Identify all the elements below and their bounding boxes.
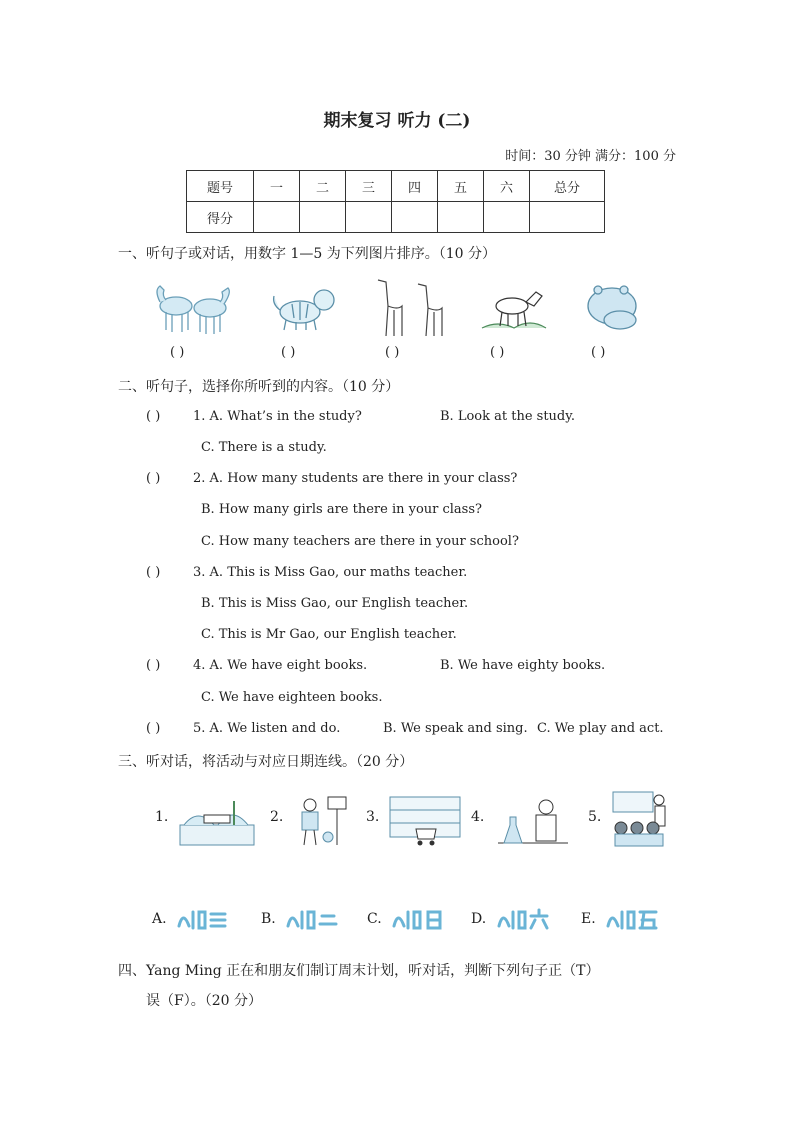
question-5-option-c: C. We play and act.: [537, 721, 664, 736]
question-2-option-c: C. How many teachers are there in your school?: [201, 534, 519, 549]
question-1-option-a: 1. A. What’s in the study?: [193, 409, 362, 424]
option-letter: C.: [367, 911, 382, 927]
weekday-option-e[interactable]: [581, 906, 662, 932]
option-letter: A.: [152, 911, 167, 927]
weekday-option-a[interactable]: [152, 906, 233, 932]
question-5-option-a: 5. A. We listen and do.: [193, 721, 341, 736]
question-2-option-a: 2. A. How many students are there in your class?: [193, 471, 518, 486]
tiger-picture: [270, 284, 340, 334]
giraffes-picture: [372, 276, 448, 338]
section-3-heading: 三、听对话，将活动与对应日期连线。（20 分）: [118, 754, 414, 770]
score-table: [186, 170, 605, 233]
score-input-cell[interactable]: [254, 202, 300, 233]
score-table-score-row: [187, 202, 605, 233]
table-cell: 题号: [187, 171, 254, 202]
question-1-option-c: C. There is a study.: [201, 440, 327, 455]
answer-blank[interactable]: ( ): [490, 345, 505, 360]
activity-number: 4.: [471, 809, 485, 825]
activity-number: 2.: [270, 809, 284, 825]
score-input-cell[interactable]: [346, 202, 392, 233]
table-cell: 二: [300, 171, 346, 202]
page-title: 期末复习 听力 (二): [323, 111, 471, 131]
science-activity-picture: [496, 795, 570, 847]
section-4-heading: 四、Yang Ming 正在和朋友们制订周末计划，听对话，判断下列句子正（T）: [118, 963, 600, 979]
question-3-option-a: 3. A. This is Miss Gao, our maths teacher.: [193, 565, 468, 580]
weekday-option-d[interactable]: [471, 906, 553, 932]
answer-blank[interactable]: ( ): [281, 345, 296, 360]
question-2-option-b: B. How many girls are there in your class?: [201, 502, 482, 517]
weekday-option-c[interactable]: [367, 906, 448, 932]
table-cell: 五: [438, 171, 484, 202]
option-letter: D.: [471, 911, 487, 927]
question-5-option-b: B. We speak and sing.: [383, 721, 528, 736]
table-cell: 四: [392, 171, 438, 202]
park-activity-picture: [178, 795, 256, 847]
goat-picture: [478, 284, 550, 332]
classroom-activity-picture: [611, 790, 669, 848]
weekday-handwriting-image: [175, 906, 233, 932]
option-letter: B.: [261, 911, 276, 927]
answer-blank[interactable]: ( ): [591, 345, 606, 360]
weekday-option-b[interactable]: [261, 906, 342, 932]
activity-number: 1.: [155, 809, 169, 825]
score-table-header-row: [187, 171, 605, 202]
table-cell: 一: [254, 171, 300, 202]
basketball-activity-picture: [292, 795, 352, 847]
score-input-cell[interactable]: [300, 202, 346, 233]
hippo-picture: [582, 282, 644, 334]
weekday-handwriting-image: [495, 906, 553, 932]
answer-blank[interactable]: ( ): [146, 565, 161, 580]
answer-blank[interactable]: ( ): [385, 345, 400, 360]
time-score-info: 时间：30 分钟 满分：100 分: [505, 149, 676, 164]
answer-blank[interactable]: ( ): [146, 721, 161, 736]
table-cell: 得分: [187, 202, 254, 233]
table-cell: 总分: [530, 171, 605, 202]
question-4-option-c: C. We have eighteen books.: [201, 690, 383, 705]
score-input-cell[interactable]: [530, 202, 605, 233]
section-4-heading-continued: 误（F）。（20 分）: [146, 993, 262, 1009]
question-4-option-a: 4. A. We have eight books.: [193, 658, 368, 673]
section-2-heading: 二、听句子，选择你所听到的内容。（10 分）: [118, 379, 400, 395]
answer-blank[interactable]: ( ): [146, 409, 161, 424]
weekday-handwriting-image: [284, 906, 342, 932]
answer-blank[interactable]: ( ): [170, 345, 185, 360]
score-input-cell[interactable]: [392, 202, 438, 233]
activity-number: 3.: [366, 809, 380, 825]
question-3-option-c: C. This is Mr Gao, our English teacher.: [201, 627, 457, 642]
question-3-option-b: B. This is Miss Gao, our English teacher.: [201, 596, 469, 611]
weekday-handwriting-image: [604, 906, 662, 932]
question-1-option-b: B. Look at the study.: [440, 409, 575, 424]
option-letter: E.: [581, 911, 596, 927]
answer-blank[interactable]: ( ): [146, 471, 161, 486]
weekday-handwriting-image: [390, 906, 448, 932]
activity-number: 5.: [588, 809, 602, 825]
section-1-heading: 一、听句子或对话，用数字 1—5 为下列图片排序。（10 分）: [118, 246, 496, 262]
score-input-cell[interactable]: [438, 202, 484, 233]
answer-blank[interactable]: ( ): [146, 658, 161, 673]
table-cell: 三: [346, 171, 392, 202]
camels-picture: [150, 282, 236, 336]
table-cell: 六: [484, 171, 530, 202]
score-input-cell[interactable]: [484, 202, 530, 233]
question-4-option-b: B. We have eighty books.: [440, 658, 606, 673]
shopping-activity-picture: [388, 795, 462, 847]
